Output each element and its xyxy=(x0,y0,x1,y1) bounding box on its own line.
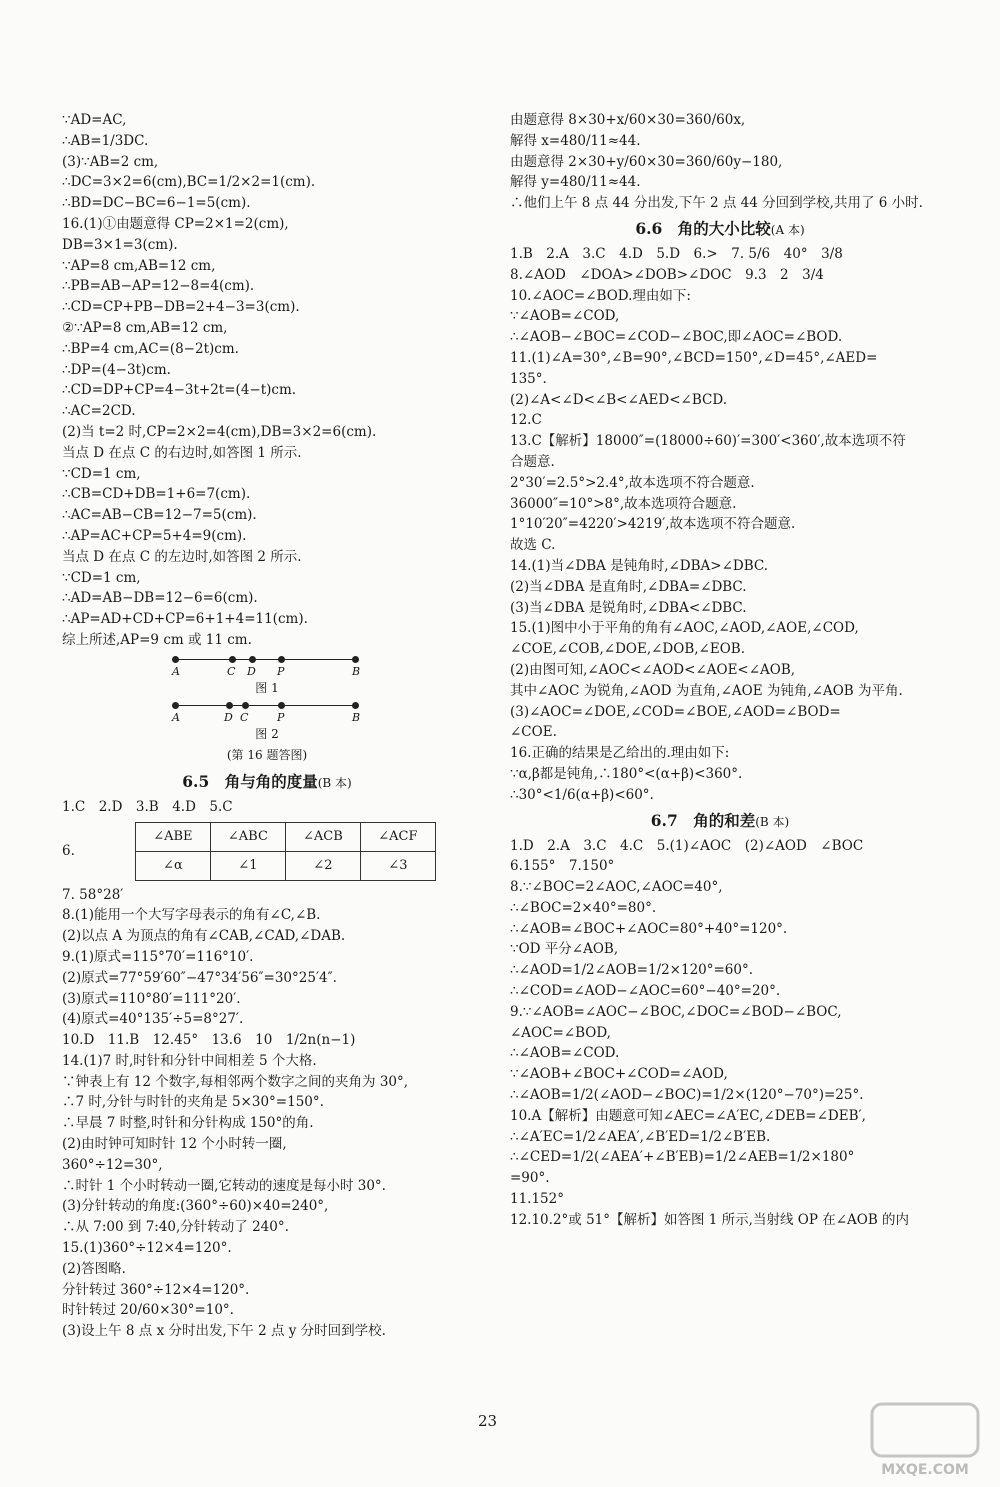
label-c: C xyxy=(240,710,249,724)
answer-line: 12.10.2°或 51°【解析】如答图 1 所示,当射线 OP 在∠AOB 的内 xyxy=(510,1211,910,1228)
answer-line: (3)∵AB=2 cm, xyxy=(62,153,159,170)
answer-line: ∴∠COD=∠AOD−∠AOC=60°−40°=20°. xyxy=(510,983,781,1000)
point-a xyxy=(172,656,179,663)
answer-line: ∵AP=8 cm,AB=12 cm, xyxy=(62,257,216,274)
answer-line: 分针转过 360°÷12×4=120°. xyxy=(62,1281,250,1298)
answer-line: ∵CD=1 cm, xyxy=(62,569,141,586)
answer-line: (3)设上午 8 点 x 分时出发,下午 2 点 y 分时回到学校. xyxy=(62,1323,386,1340)
figure-1-diagram xyxy=(172,651,362,679)
label-c: C xyxy=(227,664,236,678)
answer-line: 16.(1)①由题意得 CP=2×1=2(cm), xyxy=(62,215,289,232)
answer-line: 11.152° xyxy=(510,1191,564,1208)
answer-line: 由题意得 8×30+x/60×30=360/60x, xyxy=(510,112,746,128)
section-title-text: 6.7 角的和差 xyxy=(650,810,756,830)
answer-line: (3)原式=110°80′=111°20′. xyxy=(62,990,241,1007)
answer-line: =90°. xyxy=(510,1170,550,1187)
watermark-frame xyxy=(872,1404,978,1456)
answer-line: ∠AOC=∠BOD, xyxy=(510,1024,611,1041)
answer-line: 9.∵∠AOB=∠AOC−∠BOC,∠DOC=∠BOD−∠BOC, xyxy=(510,1003,842,1020)
answer-line: 解得 x=480/11≈44. xyxy=(510,132,641,149)
answer-line: 1.D 2.A 3.C 4.C 5.(1)∠AOC (2)∠AOD ∠BOC xyxy=(510,837,864,854)
answer-line: ∴BD=DC−BC=6−1=5(cm). xyxy=(62,195,251,212)
answer-line: ∴早晨 7 时整,时针和分针构成 150°的角. xyxy=(62,1115,314,1132)
answer-line: 8.(1)能用一个大写字母表示的角有∠C,∠B. xyxy=(62,907,321,924)
answer-line: ∵OD 平分∠AOB, xyxy=(510,941,619,958)
answer-line: 其中∠AOC 为锐角,∠AOD 为直角,∠AOE 为钝角,∠AOB 为平角. xyxy=(510,682,903,699)
answer-line: 当点 D 在点 C 的右边时,如答图 1 所示. xyxy=(62,444,302,461)
answer-line: DB=3×1=3(cm). xyxy=(62,236,178,253)
right-column xyxy=(510,110,930,1231)
label-d: D xyxy=(247,664,256,678)
figure-1-caption: 图 1 xyxy=(255,680,279,695)
table-row xyxy=(135,822,435,851)
table-row xyxy=(135,851,435,880)
table-cell: ∠3 xyxy=(360,851,435,880)
answer-line: 360°÷12=30°, xyxy=(62,1156,163,1173)
label-p: P xyxy=(277,664,285,678)
table-cell: ∠ACF xyxy=(360,822,435,851)
answer-line: 15.(1)360°÷12×4=120°. xyxy=(62,1240,232,1257)
right-lines-c xyxy=(510,836,930,1231)
table-cell: ∠ACB xyxy=(285,822,360,851)
answer-line: (3)分针转动的角度:(360°÷60)×40=240°, xyxy=(62,1198,329,1215)
answer-line: (2)以点 A 为顶点的角有∠CAB,∠CAD,∠DAB. xyxy=(62,928,346,945)
figure-2-caption: 图 2 xyxy=(255,726,279,741)
point-c xyxy=(229,656,236,663)
point-a xyxy=(172,702,179,709)
left-column xyxy=(62,110,472,1342)
label-a: A xyxy=(172,710,180,724)
answer-line: ∴他们上午 8 点 44 分出发,下午 2 点 44 分回到学校,共用了 6 小时. xyxy=(510,195,923,212)
answer-line: (2)∠A<∠D<∠B<∠AED<∠BCD. xyxy=(510,391,727,408)
left-lines-b xyxy=(62,797,472,818)
watermark-text: MXQE.COM xyxy=(881,1462,969,1478)
answer-line: 14.(1)7 时,时针和分针中间相差 5 个大格. xyxy=(62,1052,317,1069)
left-lines-a xyxy=(62,110,472,651)
table-cell: ∠1 xyxy=(210,851,285,880)
answer-line: 10.A【解析】由题意可知∠AEC=∠A′EC,∠DEB=∠DEB′, xyxy=(510,1107,866,1124)
section-title-6-6 xyxy=(510,214,930,244)
answer-line: ∴CD=DP+CP=4−3t+2t=(4−t)cm. xyxy=(62,382,297,399)
answer-line: (2)答图略. xyxy=(62,1260,126,1277)
answer-line: ∴∠AOD=1/2∠AOB=1/2×120°=60°. xyxy=(510,962,754,979)
answer-line: ∴∠AOB=∠BOC+∠AOC=80°+40°=120°. xyxy=(510,920,788,937)
answer-line: 故选 C. xyxy=(510,537,556,554)
answer-line: ∴7 时,分针与时针的夹角是 5×30°=150°. xyxy=(62,1094,324,1111)
label-p: P xyxy=(277,710,285,724)
point-b xyxy=(352,656,359,663)
left-lines-c xyxy=(62,885,472,1343)
answer-line: 8.∠AOD ∠DOA>∠DOB>∠DOC 9.3 2 3/4 xyxy=(510,266,824,283)
figure-2-diagram xyxy=(172,697,362,725)
answer-line: 13.C【解析】18000″=(18000÷60)′=300′<360′,故本选项不符 xyxy=(510,433,906,450)
label-b: B xyxy=(352,710,361,724)
section-title-text: 6.5 角与角的度量 xyxy=(182,771,318,791)
answer-line: ∴30°<1/6(α+β)<60°. xyxy=(510,786,654,803)
question-6-label: 6. xyxy=(62,843,75,860)
question-6-row xyxy=(62,818,472,885)
point-p xyxy=(278,656,285,663)
answer-line: ∴从 7:00 到 7:40,分针转动了 240°. xyxy=(62,1219,289,1236)
answer-line: 时针转过 20/60×30°=10°. xyxy=(62,1302,234,1319)
answer-line: (4)原式=40°135′÷5=8°27′. xyxy=(62,1011,244,1028)
answer-line: ∠COE,∠COB,∠DOE,∠DOB,∠EOB. xyxy=(510,641,745,658)
answer-line: ∴PB=AB−AP=12−8=4(cm). xyxy=(62,278,255,295)
answer-line: ∴AD=AB−DB=12−6=6(cm). xyxy=(62,590,258,607)
answer-line: 14.(1)当∠DBA 是钝角时,∠DBA>∠DBC. xyxy=(510,557,769,574)
q16-figure-caption: (第 16 题答图) xyxy=(226,747,308,762)
answer-line: 综上所述,AP=9 cm 或 11 cm. xyxy=(62,631,252,648)
label-a: A xyxy=(172,664,180,678)
section-title-6-7 xyxy=(510,806,930,836)
answer-line: ∴AB=1/3DC. xyxy=(62,132,149,149)
label-d: D xyxy=(224,710,233,724)
answer-line: ∴∠AOB=∠COD. xyxy=(510,1045,620,1062)
answer-line: 1.C 2.D 3.B 4.D 5.C xyxy=(62,798,233,815)
answer-line: ∴∠CED=1/2(∠AEA′+∠B′EB)=1/2∠AEB=1/2×180° xyxy=(510,1149,855,1166)
section-subtitle: (B 本) xyxy=(317,775,352,790)
answer-line: ∵钟表上有 12 个数字,每相邻两个数字之间的夹角为 30°, xyxy=(62,1073,409,1090)
answer-line: ∵∠AOB=∠COD, xyxy=(510,308,620,325)
answer-line: (3)∠AOC=∠DOE,∠COD=∠BOE,∠AOD=∠BOD= xyxy=(510,703,841,720)
answer-line: (2)当 t=2 时,CP=2×2=4(cm),DB=3×2=6(cm). xyxy=(62,423,377,440)
answer-line: ∴∠A′EC=1/2∠AEA′,∠B′ED=1/2∠B′EB. xyxy=(510,1128,771,1145)
point-b xyxy=(352,702,359,709)
answer-line: ∴∠BOC=2×40°=80°. xyxy=(510,899,657,916)
answer-line: ∵α,β都是钝角,∴180°<(α+β)<360°. xyxy=(510,765,743,782)
point-c xyxy=(242,702,249,709)
answer-line: 135°. xyxy=(510,370,547,387)
answer-line: 合题意. xyxy=(510,453,555,470)
angle-table xyxy=(135,822,436,881)
table-cell: ∠ABC xyxy=(210,822,285,851)
answer-line: ∴CB=CD+DB=1+6=7(cm). xyxy=(62,486,251,503)
answer-line: 11.(1)∠A=30°,∠B=90°,∠BCD=150°,∠D=45°,∠AED= xyxy=(510,349,878,366)
table-cell: ∠ABE xyxy=(135,822,210,851)
answer-line: 7. 58°28′ xyxy=(62,886,124,903)
answer-line: (2)当∠DBA 是直角时,∠DBA=∠DBC. xyxy=(510,578,747,595)
answer-line: ∴CD=CP+PB−DB=2+4−3=3(cm). xyxy=(62,299,300,316)
answer-line: 12.C xyxy=(510,412,542,429)
answer-line: ∴AP=AC+CP=5+4=9(cm). xyxy=(62,527,247,544)
answer-line: (2)由时钟可知时针 12 个小时转一圈, xyxy=(62,1136,287,1153)
answer-line: ∴AC=2CD. xyxy=(62,403,136,420)
segment-line xyxy=(176,659,358,661)
answer-line: 9.(1)原式=115°70′=116°10′. xyxy=(62,948,254,965)
answer-line: ②∵AP=8 cm,AB=12 cm, xyxy=(62,319,228,336)
answer-line: 6.155° 7.150° xyxy=(510,858,615,875)
segment-line xyxy=(176,705,358,707)
page-number: 23 xyxy=(478,1412,498,1430)
answer-line: ∴BP=4 cm,AC=(8−2t)cm. xyxy=(62,340,239,357)
section-subtitle: (B 本) xyxy=(755,814,790,829)
answer-line: ∵CD=1 cm, xyxy=(62,465,141,482)
answer-line: ∴时针 1 个小时转动一圈,它转动的速度是每小时 30°. xyxy=(62,1177,386,1194)
answer-line: 当点 D 在点 C 的左边时,如答图 2 所示. xyxy=(62,548,302,565)
answer-line: ∵∠AOB+∠BOC+∠COD=∠AOD, xyxy=(510,1066,728,1083)
answer-line: 2°30′=2.5°>2.4°,故本选项不符合题意. xyxy=(510,474,755,491)
answer-line: (3)当∠DBA 是锐角时,∠DBA<∠DBC. xyxy=(510,599,747,616)
answer-line: ∴DC=3×2=6(cm),BC=1/2×2=1(cm). xyxy=(62,174,316,191)
answer-line: ∴AP=AD+CD+CP=6+1+4=11(cm). xyxy=(62,611,308,628)
answer-line: 10.D 11.B 12.45° 13.6 10 1/2n(n−1) xyxy=(62,1032,356,1049)
section-title-6-5 xyxy=(62,767,472,797)
watermark-logo xyxy=(870,1402,980,1480)
answer-line: ∴AC=AB−CB=12−7=5(cm). xyxy=(62,507,257,524)
section-title-text: 6.6 角的大小比较 xyxy=(635,218,771,238)
answer-line: (2)原式=77°59′60″−47°34′56″=30°25′4″. xyxy=(62,969,337,986)
answer-line: 8.∵∠BOC=2∠AOC,∠AOC=40°, xyxy=(510,879,723,896)
answer-line: ∴∠AOB−∠BOC=∠COD−∠BOC,即∠AOC=∠BOD. xyxy=(510,329,843,346)
answer-line: 15.(1)图中小于平角的角有∠AOC,∠AOD,∠AOE,∠COD, xyxy=(510,620,859,637)
answer-line: 1°10′20″=4220′>4219′,故本选项不符合题意. xyxy=(510,516,796,533)
answer-line: 16.正确的结果是乙给出的.理由如下: xyxy=(510,745,730,762)
right-lines-b xyxy=(510,244,930,806)
point-p xyxy=(278,702,285,709)
answer-line: (2)由图可知,∠AOC<∠AOD<∠AOE<∠AOB, xyxy=(510,661,796,678)
label-b: B xyxy=(352,664,361,678)
answer-line: ∴∠AOB=1/2(∠AOD−∠BOC)=1/2×(120°−70°)=25°. xyxy=(510,1087,864,1104)
table-cell: ∠α xyxy=(135,851,210,880)
answer-line: 1.B 2.A 3.C 4.D 5.D 6.> 7. 5/6 40° 3/8 xyxy=(510,245,843,262)
right-lines-a xyxy=(510,110,930,214)
answer-line: 10.∠AOC=∠BOD.理由如下: xyxy=(510,287,691,304)
point-d xyxy=(249,656,256,663)
table-cell: ∠2 xyxy=(285,851,360,880)
answer-line: 36000″=10°>8°,故本选项符合题意. xyxy=(510,495,737,512)
answer-line: ∠COE. xyxy=(510,724,557,741)
section-subtitle: (A 本) xyxy=(770,222,805,237)
answer-line: 由题意得 2×30+y/60×30=360/60y−180, xyxy=(510,153,783,170)
answer-line: 解得 y=480/11≈44. xyxy=(510,174,641,191)
answer-line: ∵AD=AC, xyxy=(62,112,127,128)
answer-line: ∴DP=(4−3t)cm. xyxy=(62,361,171,378)
point-d xyxy=(226,702,233,709)
